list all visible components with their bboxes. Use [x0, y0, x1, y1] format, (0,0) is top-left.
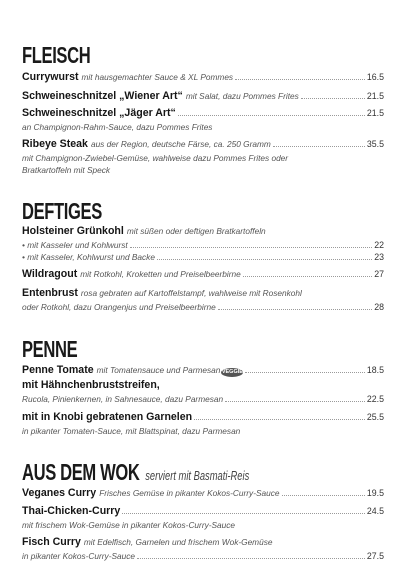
dot-leader: [225, 401, 365, 402]
item-price: 24.5: [366, 506, 384, 516]
item-price: 23: [374, 252, 384, 262]
dot-leader: [137, 558, 365, 559]
menu-option-kasseler-backe: [22, 252, 384, 263]
dot-leader: [243, 276, 372, 277]
item-price: 28: [374, 302, 384, 312]
item-price: 16.5: [366, 72, 384, 82]
dot-leader: [178, 115, 365, 116]
menu-option-kasseler-kohlwurst: [22, 240, 384, 251]
dot-leader: [218, 309, 372, 310]
menu-item-penne-garnelen: [22, 412, 384, 423]
item-description: aus der Region, deutsche Färse, ca. 250 Gramm: [90, 139, 271, 149]
item-name: Fisch Curry: [22, 536, 81, 548]
item-name: mit in Knobi gebratenen Garnelen: [22, 411, 193, 423]
dot-leader: [157, 259, 372, 260]
section-title-wok: [22, 459, 249, 489]
item-description: mit Tomatensauce und Parmesan: [96, 365, 221, 375]
dot-leader: [273, 146, 365, 147]
item-name: Holsteiner Grünkohl: [22, 225, 124, 237]
item-description: rosa gebraten auf Kartoffelstampf, wahlweise mit Rosenkohl: [80, 288, 302, 298]
menu-item-schnitzel-jaeger: [22, 108, 384, 119]
item-description: • mit Kasseler, Kohlwurst und Backe: [22, 252, 155, 262]
item-description: an Champignon-Rahm-Sauce, dazu Pommes Frites: [22, 122, 213, 132]
item-description: mit Salat, dazu Pommes Frites: [185, 91, 299, 101]
item-description: mit Champignon-Zwiebel-Gemüse, wahlweise dazu Pommes Frites oder: [22, 153, 289, 163]
menu-item-entenbrust-cont: [22, 302, 384, 313]
item-description: Bratkartoffeln mit Speck: [22, 165, 111, 175]
menu-item-penne-haehnchen: [22, 380, 384, 391]
item-price: 21.5: [366, 108, 384, 118]
item-description: Rucola, Pinienkernen, in Sahnesauce, dazu Parmesan: [22, 394, 224, 404]
menu-item-penne-tomate: [22, 365, 384, 377]
item-description: in pikanter Tomaten-Sauce, mit Blattspinat, dazu Parmesan: [22, 426, 241, 436]
item-price: 27.5: [366, 551, 384, 561]
item-description: mit hausgemachter Sauce & XL Pommes: [81, 72, 234, 82]
menu-item-fisch-curry: [22, 537, 384, 548]
item-price: 21.5: [366, 91, 384, 101]
item-price: 18.5: [366, 365, 384, 375]
item-name: Wildragout: [22, 268, 78, 280]
item-price: 27: [374, 269, 384, 279]
menu-item-gruenkohl: [22, 226, 384, 237]
menu-item-currywurst: [22, 72, 384, 83]
section-title-text: AUS DEM WOK: [22, 459, 140, 485]
item-name: Currywurst: [22, 71, 79, 83]
dot-leader: [122, 513, 365, 514]
dot-leader: [194, 419, 365, 420]
item-description: mit Edelfisch, Garnelen und frischem Wok-Gemüse: [83, 537, 273, 547]
veggie-badge: VEGGIE: [221, 369, 243, 375]
item-description: mit frischem Wok-Gemüse in pikanter Kokos-Curry-Sauce: [22, 520, 236, 530]
item-name: Penne Tomate: [22, 364, 94, 376]
item-name: Veganes Curry: [22, 487, 97, 499]
dot-leader: [235, 79, 365, 80]
dot-leader: [282, 495, 365, 496]
section-title-fleisch: FLEISCH: [22, 42, 91, 68]
item-description: • mit Kasseler und Kohlwurst: [22, 240, 128, 250]
item-price: 22.5: [366, 394, 384, 404]
item-description: Frisches Gemüse in pikanter Kokos-Curry-Sauce: [99, 488, 280, 498]
item-price: 19.5: [366, 488, 384, 498]
dot-leader: [245, 372, 364, 373]
dot-leader: [130, 247, 372, 248]
item-name: Ribeye Steak: [22, 138, 88, 150]
item-description: mit süßen oder deftigen Bratkartoffeln: [126, 226, 266, 236]
menu-item-thai-chicken-curry: [22, 506, 384, 517]
menu-item-schnitzel-wiener: [22, 91, 384, 102]
section-title-penne: PENNE: [22, 336, 78, 362]
section-title-deftiges: DEFTIGES: [22, 198, 102, 224]
item-name: Schweineschnitzel „Wiener Art“: [22, 90, 183, 102]
dot-leader: [301, 98, 365, 99]
item-description: mit Rotkohl, Kroketten und Preiselbeerbirne: [80, 269, 241, 279]
item-name: Entenbrust: [22, 287, 78, 299]
menu-item-fisch-curry-cont: [22, 551, 384, 562]
section-note: serviert mit Basmati-Reis: [145, 468, 250, 483]
menu-item-penne-haehnchen-cont: [22, 394, 384, 405]
item-name: mit Hähnchenbruststreifen,: [22, 379, 160, 391]
item-price: 25.5: [366, 412, 384, 422]
item-description: oder Rotkohl, dazu Orangenjus und Preiselbeerbirne: [22, 302, 216, 312]
menu-item-veganes-curry: [22, 488, 384, 499]
item-description: in pikanter Kokos-Curry-Sauce: [22, 551, 135, 561]
menu-item-ribeye-steak: [22, 139, 384, 150]
item-price: 22: [374, 240, 384, 250]
item-name: Schweineschnitzel „Jäger Art“: [22, 107, 176, 119]
menu-item-wildragout: [22, 269, 384, 280]
item-name: Thai-Chicken-Curry: [22, 505, 121, 517]
menu-item-entenbrust: [22, 288, 384, 299]
item-price: 35.5: [366, 139, 384, 149]
